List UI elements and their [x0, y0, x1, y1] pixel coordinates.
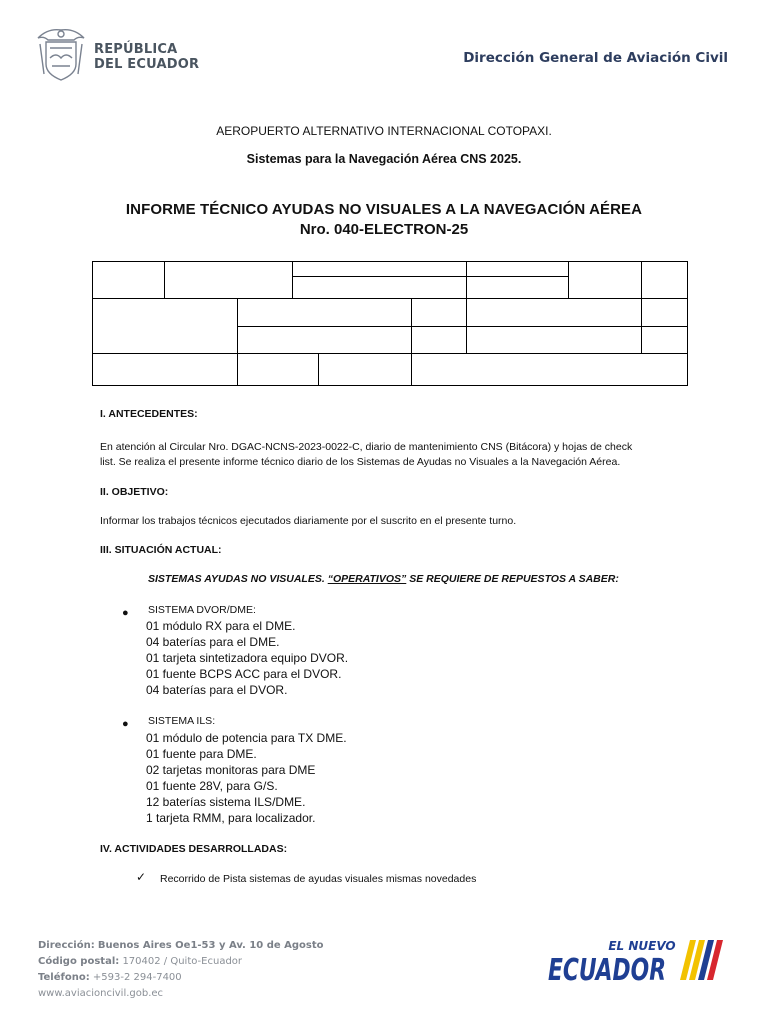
checkmark-icon: ✓	[136, 870, 147, 884]
republica-line1: REPÚBLICA	[94, 42, 178, 57]
report-title: INFORME TÉCNICO AYUDAS NO VISUALES A LA NAVEGACIÓN AÉREA	[125, 201, 643, 218]
footer-address	[38, 938, 324, 1002]
list-item: 01 módulo RX para el DME.	[146, 619, 296, 633]
actividad-item: Recorrido de Pista sistemas de ayudas visuales mismas novedades	[160, 873, 477, 885]
footer-web: www.aviacioncivil.gob.ec	[38, 988, 164, 999]
airport-title: AEROPUERTO ALTERNATIVO INTERNACIONAL COTOPAXI.	[216, 124, 552, 138]
report-number: Nro. 040-ELECTRON-25	[299, 221, 469, 238]
list-item: 12 baterías sistema ILS/DME.	[146, 795, 306, 809]
logo-main-text: ECUADOR	[548, 953, 666, 986]
objetivo-heading: II. OBJETIVO:	[100, 486, 169, 498]
list-item: 04 baterías para el DME.	[146, 635, 280, 649]
list-item: 01 fuente 28V, para G/S.	[146, 779, 278, 793]
codigo-value: 170402 / Quito-Ecuador	[122, 956, 243, 967]
objetivo-text: Informar los trabajos técnicos ejecutados diariamente por el suscrito en el presente turno.	[100, 515, 517, 527]
telefono-value: +593-2 294-7400	[92, 972, 182, 983]
list-item: 02 tarjetas monitoras para DME	[146, 763, 316, 777]
list-item: 1 tarjeta RMM, para localizador.	[146, 811, 316, 825]
logo-top-text: EL NUEVO	[608, 939, 676, 953]
bullet-icon: ●	[122, 718, 129, 730]
footer-codigo	[38, 954, 324, 970]
system-ils-label: SISTEMA ILS:	[148, 715, 216, 727]
el-nuevo-ecuador-logo	[546, 936, 736, 986]
antecedentes-heading: I. ANTECEDENTES:	[100, 408, 198, 420]
list-item: 01 módulo de potencia para TX DME.	[146, 731, 347, 745]
actividades-heading: IV. ACTIVIDADES DESARROLLADAS:	[100, 843, 288, 855]
antecedentes-line2: list. Se realiza el presente informe técnico diario de los Sistemas de Ayudas no Visuales a la Navegación Aérea.	[100, 456, 621, 468]
subheading-part3: SE REQUIERE DE REPUESTOS A SABER:	[406, 573, 619, 585]
codigo-label: Código postal:	[38, 956, 120, 967]
bullet-icon: ●	[122, 607, 129, 619]
list-item: 01 tarjeta sintetizadora equipo DVOR.	[146, 651, 349, 665]
direccion-label: Dirección:	[38, 940, 95, 951]
telefono-label: Teléfono:	[38, 972, 90, 983]
republica-line2: DEL ECUADOR	[94, 57, 200, 72]
subheading-part1: SISTEMAS AYUDAS NO VISUALES.	[148, 573, 328, 585]
antecedentes-text	[100, 440, 700, 470]
systems-subtitle: Sistemas para la Navegación Aérea CNS 2025.	[246, 152, 522, 166]
ils-items-list	[146, 730, 347, 826]
system-dvor-label: SISTEMA DVOR/DME:	[148, 604, 256, 616]
antecedentes-line1: En atención al Circular Nro. DGAC-NCNS-2023-0022-C, diario de mantenimiento CNS (Bitácora) y hojas de check	[100, 441, 633, 453]
situacion-heading: III. SITUACIÓN ACTUAL:	[100, 544, 222, 556]
operativos-label: “OPERATIVOS”	[327, 573, 407, 585]
agency-title: Dirección General de Aviación Civil	[463, 50, 728, 66]
situacion-subheading	[148, 573, 619, 585]
flag-stripes-icon	[680, 940, 723, 980]
direccion-value: Buenos Aires Oe1-53 y Av. 10 de Agosto	[97, 940, 324, 951]
footer-telefono	[38, 970, 324, 986]
list-item: 01 fuente BCPS ACC para el DVOR.	[146, 667, 342, 681]
list-item: 01 fuente para DME.	[146, 747, 257, 761]
list-item: 04 baterías para el DVOR.	[146, 683, 288, 697]
dvor-items-list	[146, 618, 348, 698]
header-info-table	[0, 0, 768, 400]
footer-direccion	[38, 938, 324, 954]
